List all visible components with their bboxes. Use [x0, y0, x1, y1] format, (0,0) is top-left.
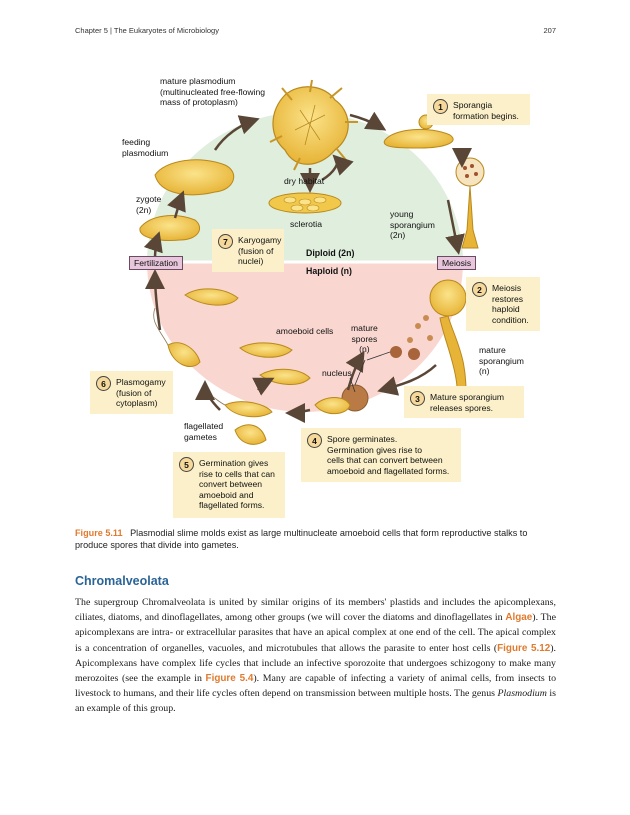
label-amoeboid-cells: amoeboid cells: [276, 326, 334, 336]
step-7-box: [212, 229, 284, 272]
meiosis-tag: Meiosis: [437, 256, 476, 270]
zygote-illustration: [140, 216, 200, 241]
step-text: Plasmogamy (fusion of cytoplasm): [116, 377, 166, 409]
page-number: 207: [543, 26, 556, 35]
step-text: Germination gives rise to cells that can convert between amoeboid and flagellated forms.: [199, 458, 275, 511]
section-title: Chromalveolata: [75, 574, 169, 588]
label-diploid: Diploid (2n): [306, 248, 355, 258]
step-text: Mature sporangium releases spores.: [430, 392, 505, 413]
step-6-box: [90, 371, 173, 414]
step-text: Spore germinates. Germination gives rise to cells that can convert between amoeboid and flagellated forms.: [327, 434, 450, 476]
genus-name: Plasmodium: [497, 688, 547, 700]
label-nucleus: nucleus: [322, 368, 352, 378]
label-sclerotia: sclerotia: [290, 219, 322, 229]
step-2-box: [466, 277, 540, 331]
caption-text: Plasmodial slime molds exist as large multinucleate amoeboid cells that form reproductive stalks to produce spores that divide into gametes.: [75, 528, 528, 550]
step-text: Sporangia formation begins.: [453, 100, 519, 121]
step-number: 2: [472, 282, 487, 297]
step-1-box: [427, 94, 530, 125]
step-3-box: [404, 386, 524, 418]
flagellated-gamete-illustration: [235, 425, 266, 445]
step-number: 5: [179, 457, 194, 472]
figure-5-12-link[interactable]: Figure 5.12: [497, 642, 551, 654]
sclerotia-illustration: [269, 193, 341, 213]
figure-label: Figure 5.11: [75, 528, 123, 538]
step-text: Meiosis restores haploid condition.: [492, 283, 529, 325]
label-haploid: Haploid (n): [306, 266, 352, 276]
label-feeding-plasmodium: feeding plasmodium: [122, 137, 169, 158]
step-number: 3: [410, 391, 425, 406]
body-text-part: The supergroup Chromalveolata is united by similar origins of its members' plastids and includes the apicomplexans, ciliates, diatoms, and dinoflagellates, among other groups (we will cover the diatoms and dinoflagellates in: [75, 597, 556, 624]
label-flagellated-gametes: flagellated gametes: [184, 421, 224, 442]
running-header: Chapter 5 | The Eukaryotes of Microbiology: [75, 26, 219, 35]
algae-link[interactable]: Algae: [505, 612, 533, 624]
label-mature-spores: mature spores (n): [351, 323, 378, 355]
step-number: 4: [307, 433, 322, 448]
fertilization-tag: Fertilization: [129, 256, 183, 270]
body-paragraph: [75, 595, 556, 717]
step-5-box: [173, 452, 285, 518]
step-number: 6: [96, 376, 111, 391]
body-text-part: ). Many are capable of infecting a variety of animal cells, from insects to livestock to humans, and their life cycles often depend on transmission between multiple hosts. The genus: [75, 673, 557, 700]
body-text-part: ). The apicomplexans are intra- or extracellular parasites that have an apical complex at one end of the cell. The apical complex is a concentration of organelles, vacuoles, and microtubules that allows the parasite to enter host cells (: [75, 612, 556, 654]
body-text-part: ). Apicomplexans have complex life cycles that include an infective sporozoite that undergoes schizogony to make many merozoites (see the example in: [75, 642, 557, 685]
label-young-sporangium: young sporangium (2n): [390, 209, 435, 241]
body-text-part: is an example of this group.: [75, 688, 556, 715]
label-dry-habitat: dry habitat: [284, 176, 325, 186]
figure-caption: [75, 527, 555, 551]
figure-5-4-link[interactable]: Figure 5.4: [205, 673, 254, 685]
sporangia-formation-illustration: [384, 129, 453, 148]
label-zygote: zygote (2n): [136, 194, 162, 215]
label-mature-plasmodium: mature plasmodium (multinucleated free-flowing mass of protoplasm): [160, 76, 266, 108]
feeding-plasmodium-illustration: [155, 160, 234, 195]
step-text: Karyogamy (fusion of nuclei): [238, 235, 282, 267]
step-number: 7: [218, 234, 233, 249]
label-mature-sporangium: mature sporangium (n): [479, 345, 524, 377]
step-4-box: [301, 428, 461, 482]
step-number: 1: [433, 99, 448, 114]
